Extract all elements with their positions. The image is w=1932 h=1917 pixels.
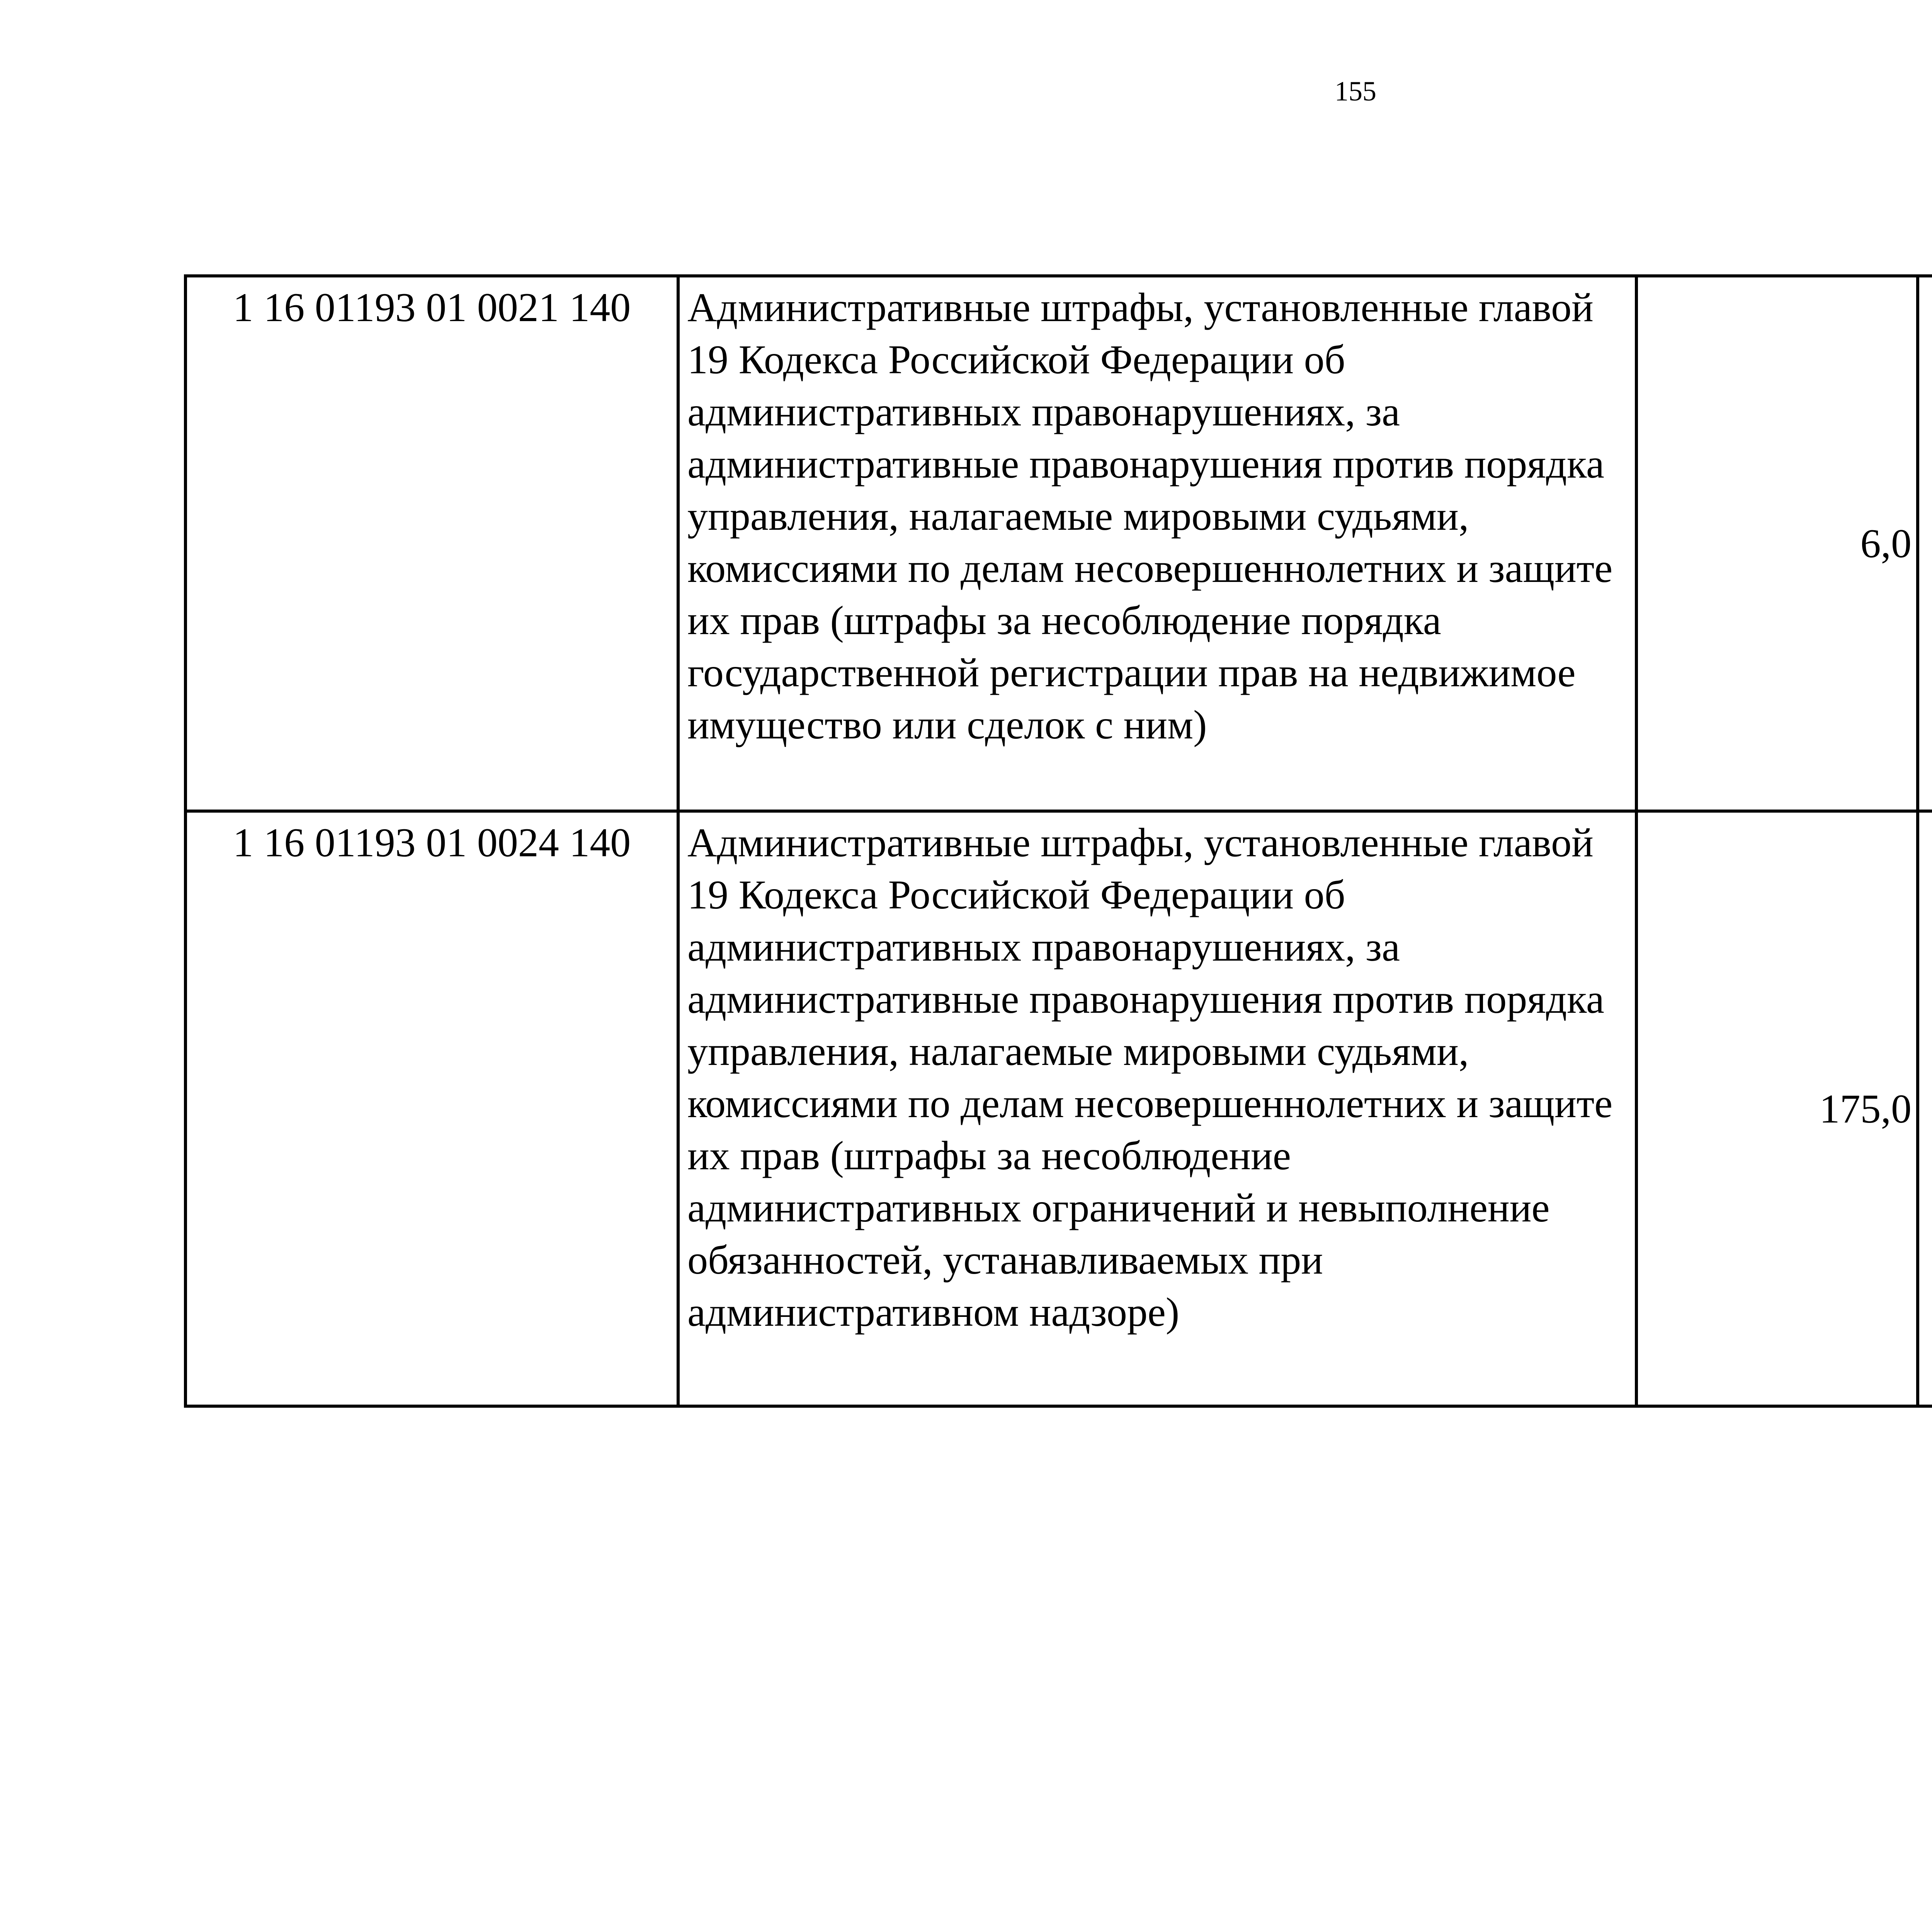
revenue-name-cell: Административные штрафы, установленные главой 19 Кодекса Российской Федерации об административных правонарушениях, за административные правонарушения против порядка управления, налагаемые мировыми судьями, комиссиями по делам несовершеннолетних и защите их прав (штрафы за несоблюдение порядка государственной регистрации прав на недвижимое имущество или сделок с ним) xyxy=(678,276,1636,811)
page-number: 155 xyxy=(1335,76,1376,107)
amount-cell-2 xyxy=(1918,811,1932,1406)
revenue-name-cell: Административные штрафы, установленные главой 19 Кодекса Российской Федерации об административных правонарушениях, за административные правонарушения против порядка управления, налагаемые мировыми судьями, комиссиями по делам несовершеннолетних и защите их прав (штрафы за несоблюдение административных ограничений и невыполнение обязанностей, устанавливаемых при административном надзоре) xyxy=(678,811,1636,1406)
amount-cell-1: 175,0 xyxy=(1636,811,1918,1406)
budget-code-cell: 1 16 01193 01 0021 140 xyxy=(185,276,678,811)
amount-cell-2 xyxy=(1918,276,1932,811)
table-row xyxy=(185,276,1932,811)
budget-table xyxy=(184,274,1932,1408)
table-row xyxy=(185,811,1932,1406)
budget-code-cell: 1 16 01193 01 0024 140 xyxy=(185,811,678,1406)
amount-cell-1: 6,0 xyxy=(1636,276,1918,811)
